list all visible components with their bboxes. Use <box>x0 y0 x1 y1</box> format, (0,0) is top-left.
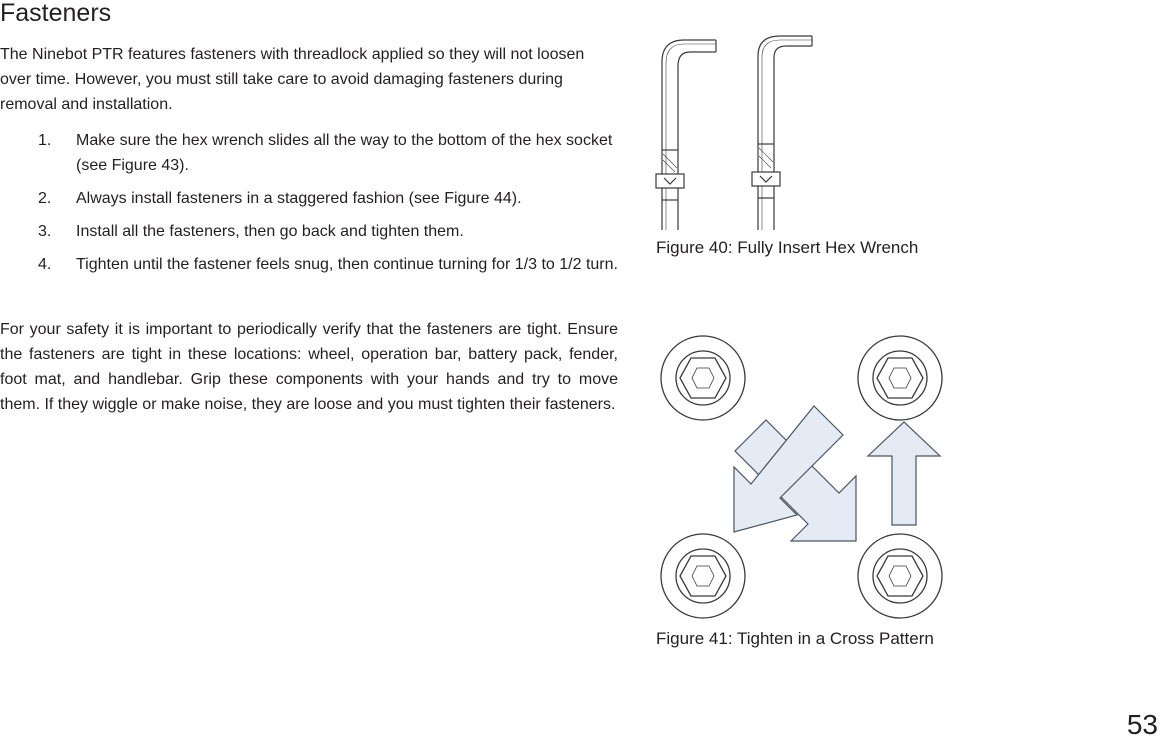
figure-40-caption: Figure 40: Fully Insert Hex Wrench <box>656 238 919 257</box>
list-item <box>0 219 618 244</box>
safety-paragraph: For your safety it is important to periodically verify that the fasteners are tight. Ensure the fasteners are tight in these locations: wheel, operation bar, battery pack, fender, foot mat, and handlebar. Grip these components with your hands and try to move them. If they wiggle or make noise, they are loose and you must tighten their fasteners. <box>0 321 618 413</box>
step-text-tail: ). <box>511 190 522 207</box>
step-text: Always install fasteners in a staggered fashion (see <box>76 190 445 207</box>
list-item <box>0 128 618 178</box>
figure-reference-link[interactable]: Figure 44 <box>444 190 512 207</box>
page-number: 53 <box>1126 709 1158 740</box>
bolt-top-left-icon <box>661 336 745 420</box>
step-text-tail: ). <box>179 157 189 174</box>
hex-wrench-left-icon <box>656 40 716 230</box>
step-number: 1. <box>38 132 52 149</box>
intro-paragraph: The Ninebot PTR features fasteners with threadlock applied so they will not loosen over time. However, you must still take care to avoid damaging fasteners during removal and installation. <box>0 46 585 113</box>
step-text: Tighten until the fastener feels snug, then continue turning for 1/3 to 1/2 turn. <box>76 256 618 273</box>
figure-reference-link[interactable]: Figure 43 <box>111 157 180 174</box>
figure-41-caption: Figure 41: Tighten in a Cross Pattern <box>656 629 934 648</box>
cross-pattern-figure <box>656 330 948 620</box>
step-text: Install all the fasteners, then go back and tighten them. <box>76 223 464 240</box>
step-number: 4. <box>38 256 52 273</box>
up-arrow-icon <box>868 422 940 525</box>
step-number: 3. <box>38 223 52 240</box>
step-text: Make sure the hex wrench slides all the way to the bottom of the hex socket (see <box>76 132 613 174</box>
bolt-bottom-left-icon <box>661 534 745 618</box>
steps-list <box>0 128 618 285</box>
list-item <box>0 186 618 211</box>
hex-wrench-right-icon <box>752 36 812 230</box>
bolt-top-right-icon <box>858 336 942 420</box>
list-item <box>0 252 618 277</box>
step-number: 2. <box>38 190 52 207</box>
hex-wrench-figure <box>650 32 820 234</box>
bolt-bottom-right-icon <box>858 534 942 618</box>
page-title: Fasteners <box>0 0 112 27</box>
